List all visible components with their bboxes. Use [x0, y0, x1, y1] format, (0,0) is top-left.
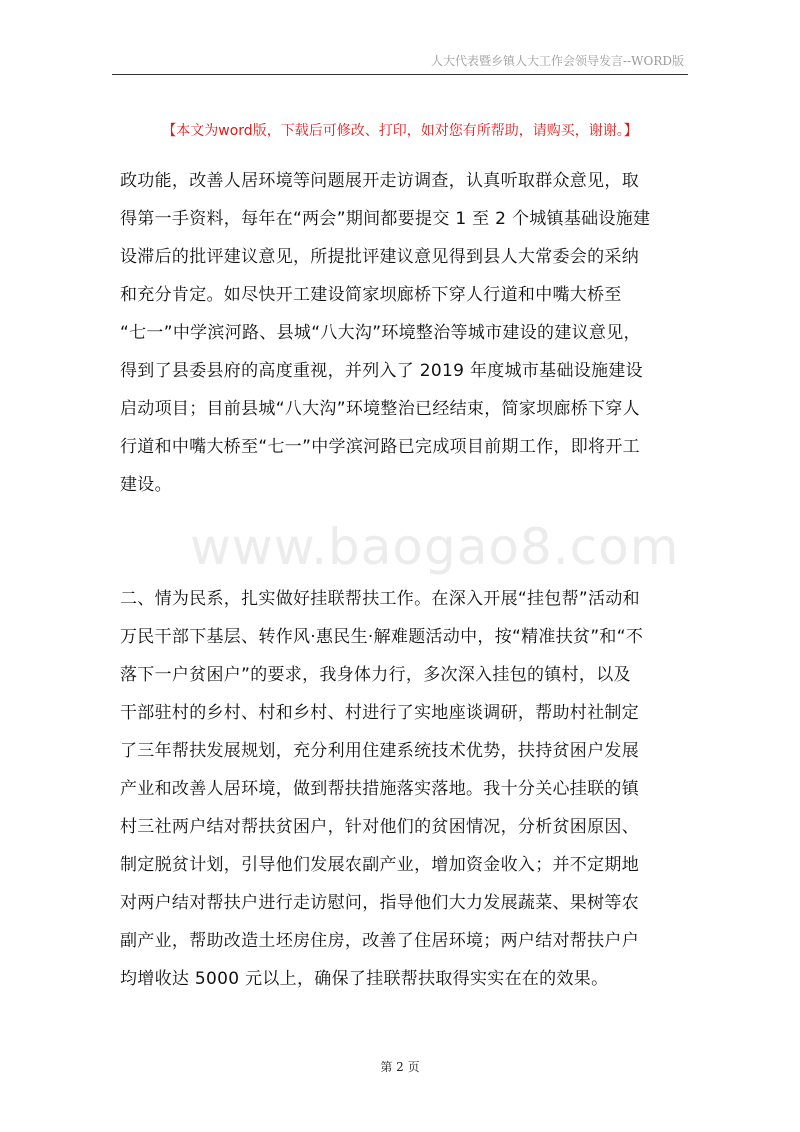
page-number: 第 2 页 [380, 1060, 420, 1074]
text-line: 启动项目；目前县城“八大沟”环境整治已经结束，简家坝廊桥下穿人 [120, 399, 640, 419]
watermark: www.baogao8.com [190, 518, 680, 576]
text-line: 对两户结对帮扶户进行走访慰问，指导他们大力发展蔬菜、果树等农 [120, 893, 639, 913]
text-line: 制定脱贫计划，引导他们发展农副产业，增加资金收入；并不定期地 [120, 855, 639, 875]
text-line: 万民干部下基层、转作风·惠民生·解难题活动中，按“精准扶贫”和“不 [120, 627, 644, 647]
text-line: 产业和改善人居环境，做到帮扶措施落实落地。我十分关心挂联的镇 [120, 779, 639, 799]
text-line: 设滞后的批评建议意见，所提批评建议意见得到县人大常委会的采纳 [120, 247, 639, 267]
paragraph-2 [120, 580, 682, 998]
text-line: 了三年帮扶发展规划，充分利用住建系统技术优势，扶持贫困户发展 [120, 741, 639, 761]
paragraph-1 [120, 162, 682, 504]
text-line: 和充分肯定。如尽快开工建设简家坝廊桥下穿人行道和中嘴大桥至 [120, 285, 622, 305]
text-line: 副产业，帮助改造土坯房住房，改善了住居环境；两户结对帮扶户户 [120, 931, 639, 951]
download-notice: 【本文为word版，下载后可修改、打印，如对您有所帮助，请购买，谢谢。】 [162, 123, 638, 139]
text-line: 政功能，改善人居环境等问题展开走访调查，认真听取群众意见，取 [120, 171, 639, 191]
text-line: 二、情为民系，扎实做好挂联帮扶工作。在深入开展“挂包帮”活动和 [120, 589, 640, 609]
text-line: 行道和中嘴大桥至“七一”中学滨河路已完成项目前期工作，即将开工 [120, 437, 640, 457]
text-line: “七一”中学滨河路、县城“八大沟”环境整治等城市建设的建议意见， [120, 323, 641, 343]
text-line: 建设。 [120, 475, 172, 495]
text-line: 得第一手资料，每年在“两会”期间都要提交 1 至 2 个城镇基础设施建 [120, 209, 651, 229]
text-line: 均增收达 5000 元以上，确保了挂联帮扶取得实实在在的效果。 [120, 969, 609, 989]
header-title: 人大代表暨乡镇人大工作会领导发言--WORD版 [431, 54, 684, 68]
text-line: 落下一户贫困户”的要求，我身体力行，多次深入挂包的镇村，以及 [120, 665, 631, 685]
header-divider [112, 74, 688, 75]
text-line: 村三社两户结对帮扶贫困户，针对他们的贫困情况，分析贫困原因、 [120, 817, 639, 837]
text-line: 干部驻村的乡村、村和乡村、村进行了实地座谈调研，帮助村社制定 [120, 703, 639, 723]
text-line: 得到了县委县府的高度重视，并列入了 2019 年度城市基础设施建设 [120, 361, 643, 381]
